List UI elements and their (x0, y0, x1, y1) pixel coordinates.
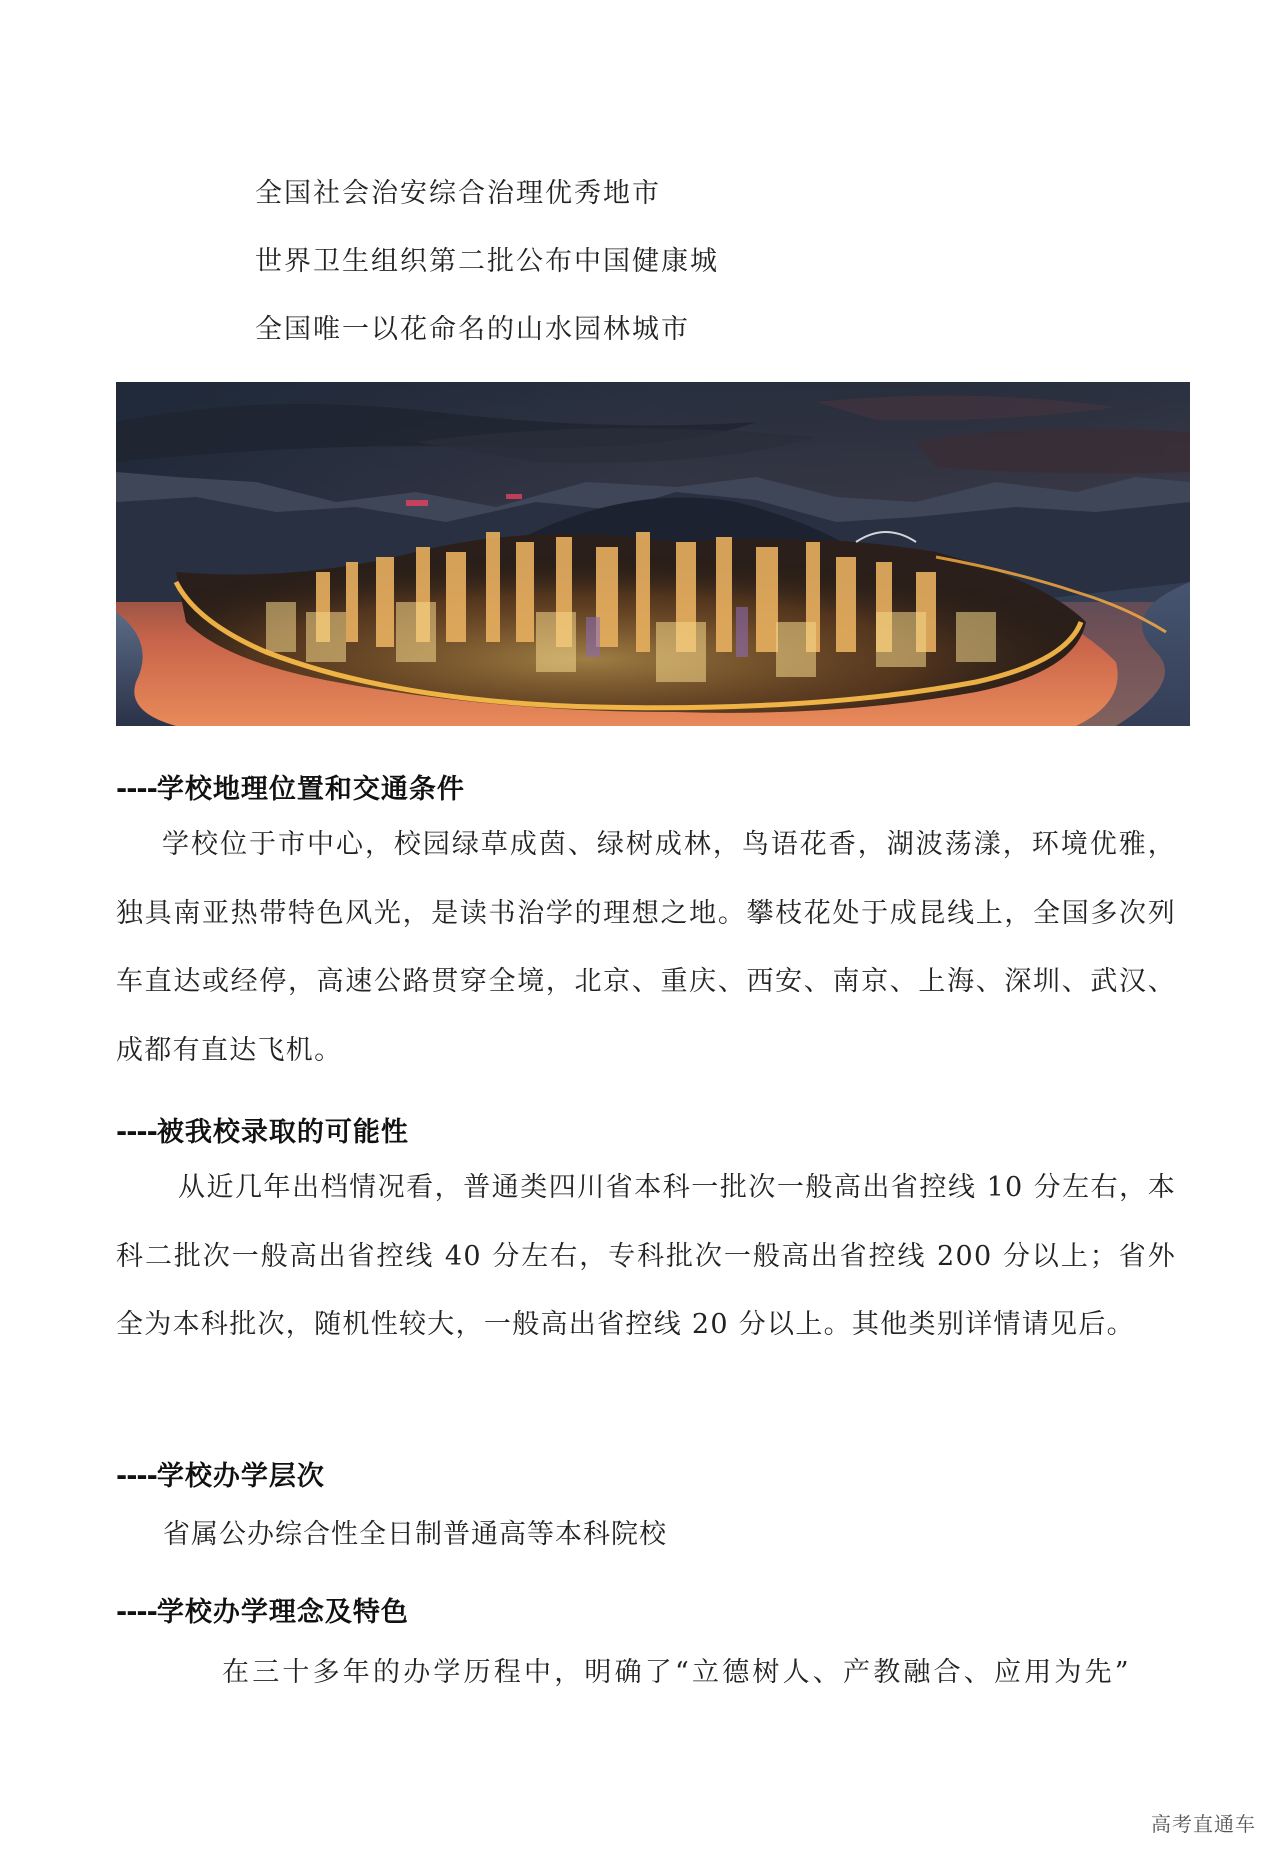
section-title: 被我校录取的可能性 (156, 1117, 409, 1148)
section-heading-philosophy (116, 1595, 409, 1631)
section-title: 学校办学层次 (156, 1461, 325, 1492)
section-heading-admission-chance (116, 1115, 409, 1151)
section-body-admission-chance: 从近几年出档情况看，普通类四川省本科一批次一般高出省控线 10 分左右，本科二批次一般高出省控线 40 分左右，专科批次一般高出省控线 200 分以上；省外全为本科批次，随机性较大，一般高出省控线 20 分以上。其他类别详情请见后。 (116, 1172, 1176, 1340)
section-dash: ---- (116, 1461, 157, 1492)
city-night-panorama-photo (116, 382, 1190, 726)
section-body-school-level: 省属公办综合性全日制普通高等本科院校 (163, 1519, 667, 1550)
honor-line-3: 全国唯一以花命名的山水园林城市 (255, 314, 690, 345)
section-heading-school-level (116, 1459, 325, 1495)
watermark-text: 高考直通车 (1151, 1812, 1256, 1836)
section-body-location: 学校位于市中心，校园绿草成茵、绿树成林，鸟语花香，湖波荡漾，环境优雅，独具南亚热带特色风光，是读书治学的理想之地。攀枝花处于成昆线上，全国多次列车直达或经停，高速公路贯穿全境，北京、重庆、西安、南京、上海、深圳、武汉、成都有直达飞机。 (116, 829, 1176, 1066)
section-body-philosophy: 在三十多年的办学历程中，明确了“立德树人、产教融合、应用为先” (222, 1657, 1132, 1688)
section-dash: ---- (116, 1117, 157, 1148)
city-night-panorama-illustration (116, 382, 1190, 726)
section-dash: ---- (116, 1597, 157, 1628)
honor-line-1: 全国社会治安综合治理优秀地市 (255, 178, 661, 209)
section-title: 学校地理位置和交通条件 (156, 774, 465, 805)
section-dash: ---- (116, 774, 157, 805)
section-title: 学校办学理念及特色 (156, 1597, 409, 1628)
honor-line-2: 世界卫生组织第二批公布中国健康城 (255, 246, 719, 277)
section-heading-location (116, 772, 465, 808)
